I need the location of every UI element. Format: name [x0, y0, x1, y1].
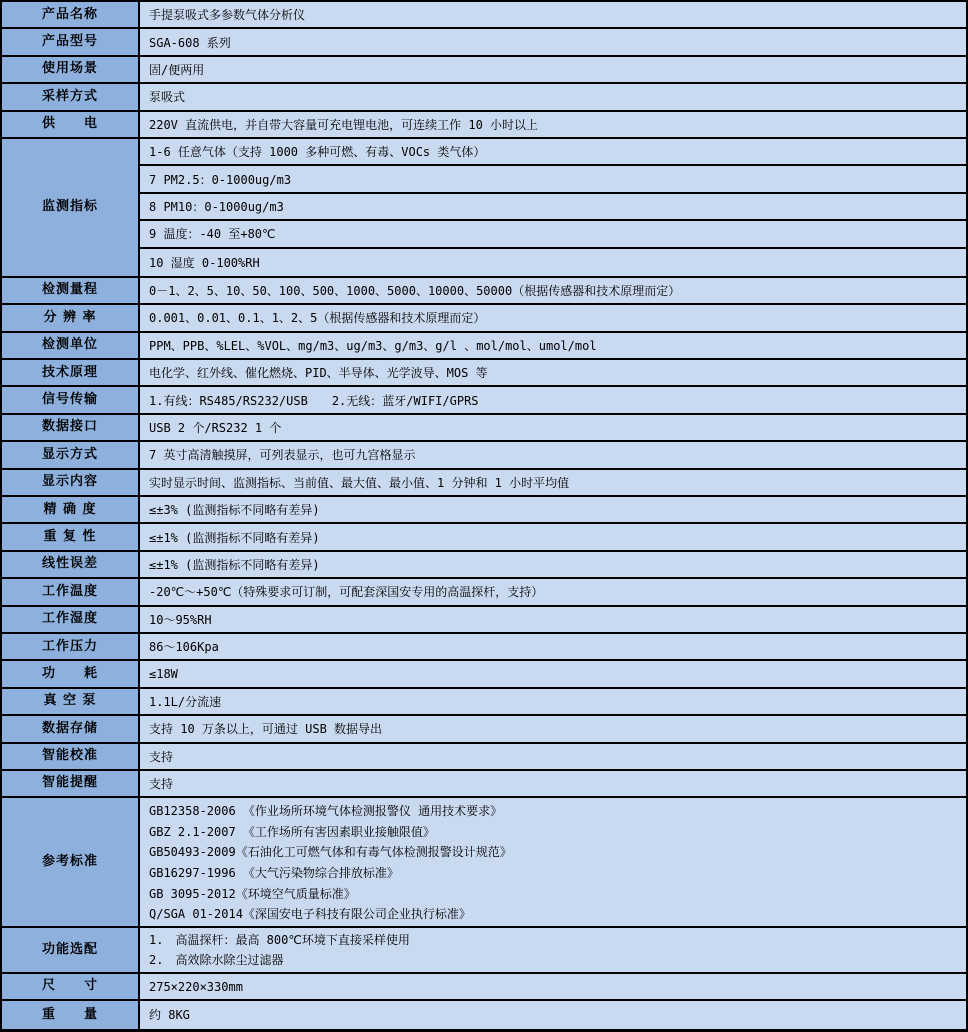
sub-row-value: 1-6 任意气体（支持 1000 多种可燃、有毒、VOCs 类气体）	[140, 139, 966, 166]
row-value-data-storage	[140, 716, 966, 741]
value-text: ≤18W	[149, 667, 178, 682]
value-text: 0－1、2、5、10、50、100、500、1000、5000、10000、50000（根据传感器和技术原理而定）	[149, 284, 681, 299]
value-text: USB 2 个/RS232 1 个	[149, 421, 282, 436]
row-value-power-supply	[140, 112, 966, 137]
row-value-reference-standards	[140, 798, 966, 926]
row-label-dimensions: 尺 寸	[2, 974, 140, 999]
value-text: 实时显示时间、监测指标、当前值、最大值、最小值、1 分钟和 1 小时平均值	[149, 475, 570, 490]
row-value-smart-reminder	[140, 771, 966, 796]
spec-row-smart-calibration	[2, 744, 966, 771]
value-text: 支持 10 万条以上，可通过 USB 数据导出	[149, 722, 383, 737]
spec-row-product-name	[2, 2, 966, 29]
row-value-dimensions	[140, 974, 966, 999]
row-label-repeatability: 重 复 性	[2, 524, 140, 549]
value-text: 支持	[149, 749, 174, 764]
row-value-detection-range	[140, 278, 966, 303]
value-text: ≤±1% (监测指标不同略有差异)	[149, 558, 320, 572]
value-text: 1.有线：RS485/RS232/USB 2.无线：蓝牙/WIFI/GPRS	[149, 393, 479, 408]
row-label-signal-transfer: 信号传输	[2, 387, 140, 412]
spec-row-dimensions	[2, 974, 966, 1001]
row-label-optional-features: 功能选配	[2, 928, 140, 972]
row-value-working-humidity	[140, 607, 966, 632]
row-label-working-pressure: 工作压力	[2, 634, 140, 659]
sub-row-value: 9 温度：-40 至+80℃	[140, 221, 966, 248]
row-label-tech-principle: 技术原理	[2, 360, 140, 385]
row-label-working-humidity: 工作湿度	[2, 607, 140, 632]
spec-row-tech-principle	[2, 360, 966, 387]
sub-row-value: 7 PM2.5：0-1000ug/m3	[140, 166, 966, 193]
spec-row-product-model	[2, 29, 966, 56]
spec-row-working-humidity	[2, 607, 966, 634]
row-value-working-pressure	[140, 634, 966, 659]
row-value-tech-principle	[140, 360, 966, 385]
spec-row-usage-scene	[2, 57, 966, 84]
value-text: 86～106Kpa	[149, 640, 219, 655]
row-value-optional-features	[140, 928, 966, 972]
spec-row-data-storage	[2, 716, 966, 743]
value-text: 220V 直流供电，并自带大容量可充电锂电池，可连续工作 10 小时以上	[149, 117, 539, 132]
value-text: ≤±1% (监测指标不同略有差异)	[149, 530, 320, 545]
spec-row-vacuum-pump	[2, 689, 966, 716]
row-label-accuracy: 精 确 度	[2, 497, 140, 522]
row-label-power-consumption: 功 耗	[2, 661, 140, 686]
row-label-display-mode: 显示方式	[2, 442, 140, 467]
row-value-usage-scene	[140, 57, 966, 82]
value-text: GBZ 2.1-2007 《工作场所有害因素职业接触限值》	[149, 824, 435, 839]
row-value-display-mode	[140, 442, 966, 467]
row-value-linearity-error	[140, 552, 966, 577]
row-value-accuracy	[140, 497, 966, 522]
spec-row-weight	[2, 1001, 966, 1028]
row-label-smart-reminder: 智能提醒	[2, 771, 140, 796]
row-value-smart-calibration	[140, 744, 966, 769]
row-value-resolution	[140, 305, 966, 330]
spec-row-detection-units	[2, 333, 966, 360]
value-text: -20℃～+50℃（特殊要求可订制，可配套深国安专用的高温探杆，支持）	[149, 585, 544, 600]
row-value-product-model	[140, 29, 966, 54]
row-label-display-content: 显示内容	[2, 470, 140, 495]
value-text: 7 英寸高清触摸屏，可列表显示，也可九宫格显示	[149, 448, 416, 463]
row-value-product-name	[140, 2, 966, 27]
row-label-data-interface: 数据接口	[2, 415, 140, 440]
row-value-display-content	[140, 470, 966, 495]
row-value-detection-units	[140, 333, 966, 358]
spec-row-optional-features	[2, 928, 966, 974]
row-value-monitor-indicators	[140, 139, 966, 276]
row-label-monitor-indicators: 监测指标	[2, 139, 140, 276]
value-text: 275×220×330mm	[149, 979, 243, 994]
row-label-resolution: 分 辨 率	[2, 305, 140, 330]
value-text: 1.1L/分流速	[149, 694, 222, 709]
value-text: 10～95%RH	[149, 612, 212, 627]
value-text: 手提泵吸式多参数气体分析仪	[149, 8, 306, 23]
value-text: 2. 高效除水除尘过滤器	[149, 953, 284, 968]
spec-row-working-pressure	[2, 634, 966, 661]
row-label-reference-standards: 参考标准	[2, 798, 140, 926]
row-value-sampling-method	[140, 84, 966, 109]
spec-row-monitor-indicators	[2, 139, 966, 278]
value-text: GB50493-2009《石油化工可燃气体和有毒气体检测报警设计规范》	[149, 845, 512, 860]
value-text: PPM、PPB、%LEL、%VOL、mg/m3、ug/m3、g/m3、g/l 、mol/mol、umol/mol	[149, 338, 597, 353]
spec-row-repeatability	[2, 524, 966, 551]
spec-row-reference-standards	[2, 798, 966, 928]
sub-row-value: 10 湿度 0-100%RH	[149, 255, 260, 270]
spec-row-detection-range	[2, 278, 966, 305]
row-value-vacuum-pump	[140, 689, 966, 714]
value-text: Q/SGA 01-2014《深国安电子科技有限公司企业执行标准》	[149, 907, 471, 922]
value-text: 固/便两用	[149, 62, 205, 77]
row-value-data-interface	[140, 415, 966, 440]
sub-row-value: 8 PM10：0-1000ug/m3	[140, 194, 966, 221]
spec-row-sampling-method	[2, 84, 966, 111]
value-text: 泵吸式	[149, 90, 186, 105]
value-text: GB 3095-2012《环境空气质量标准》	[149, 886, 356, 901]
row-label-weight: 重 量	[2, 1001, 140, 1028]
spec-row-power-supply	[2, 112, 966, 139]
row-label-data-storage: 数据存储	[2, 716, 140, 741]
row-label-sampling-method: 采样方式	[2, 84, 140, 109]
row-label-product-model: 产品型号	[2, 29, 140, 54]
spec-row-working-temp	[2, 579, 966, 606]
row-value-power-consumption	[140, 661, 966, 686]
row-label-detection-range: 检测量程	[2, 278, 140, 303]
value-text: 约 8KG	[149, 1008, 190, 1023]
value-text: ≤±3% (监测指标不同略有差异)	[149, 503, 320, 518]
row-label-detection-units: 检测单位	[2, 333, 140, 358]
spec-row-smart-reminder	[2, 771, 966, 798]
value-text: GB12358-2006 《作业场所环境气体检测报警仪 通用技术要求》	[149, 804, 503, 819]
row-label-working-temp: 工作温度	[2, 579, 140, 604]
value-text: 支持	[149, 777, 174, 792]
spec-row-data-interface	[2, 415, 966, 442]
row-label-usage-scene: 使用场景	[2, 57, 140, 82]
value-text: 电化学、红外线、催化燃烧、PID、半导体、光学波导、MOS 等	[149, 366, 488, 381]
spec-row-accuracy	[2, 497, 966, 524]
spec-row-linearity-error	[2, 552, 966, 579]
spec-row-resolution	[2, 305, 966, 332]
row-label-product-name: 产品名称	[2, 2, 140, 27]
spec-row-signal-transfer	[2, 387, 966, 414]
value-text: GB16297-1996 《大气污染物综合排放标准》	[149, 865, 399, 880]
row-value-signal-transfer	[140, 387, 966, 412]
row-label-linearity-error: 线性误差	[2, 552, 140, 577]
row-value-working-temp	[140, 579, 966, 604]
spec-row-display-mode	[2, 442, 966, 469]
row-label-power-supply: 供 电	[2, 112, 140, 137]
row-value-weight	[140, 1001, 966, 1028]
spec-row-display-content	[2, 470, 966, 497]
spec-row-power-consumption	[2, 661, 966, 688]
row-label-vacuum-pump: 真 空 泵	[2, 689, 140, 714]
value-text: 0.001、0.01、0.1、1、2、5（根据传感器和技术原理而定）	[149, 311, 486, 326]
row-value-repeatability	[140, 524, 966, 549]
row-label-smart-calibration: 智能校准	[2, 744, 140, 769]
value-text: SGA-608 系列	[149, 35, 231, 50]
value-text: 1. 高温探杆：最高 800℃环境下直接采样使用	[149, 933, 410, 948]
